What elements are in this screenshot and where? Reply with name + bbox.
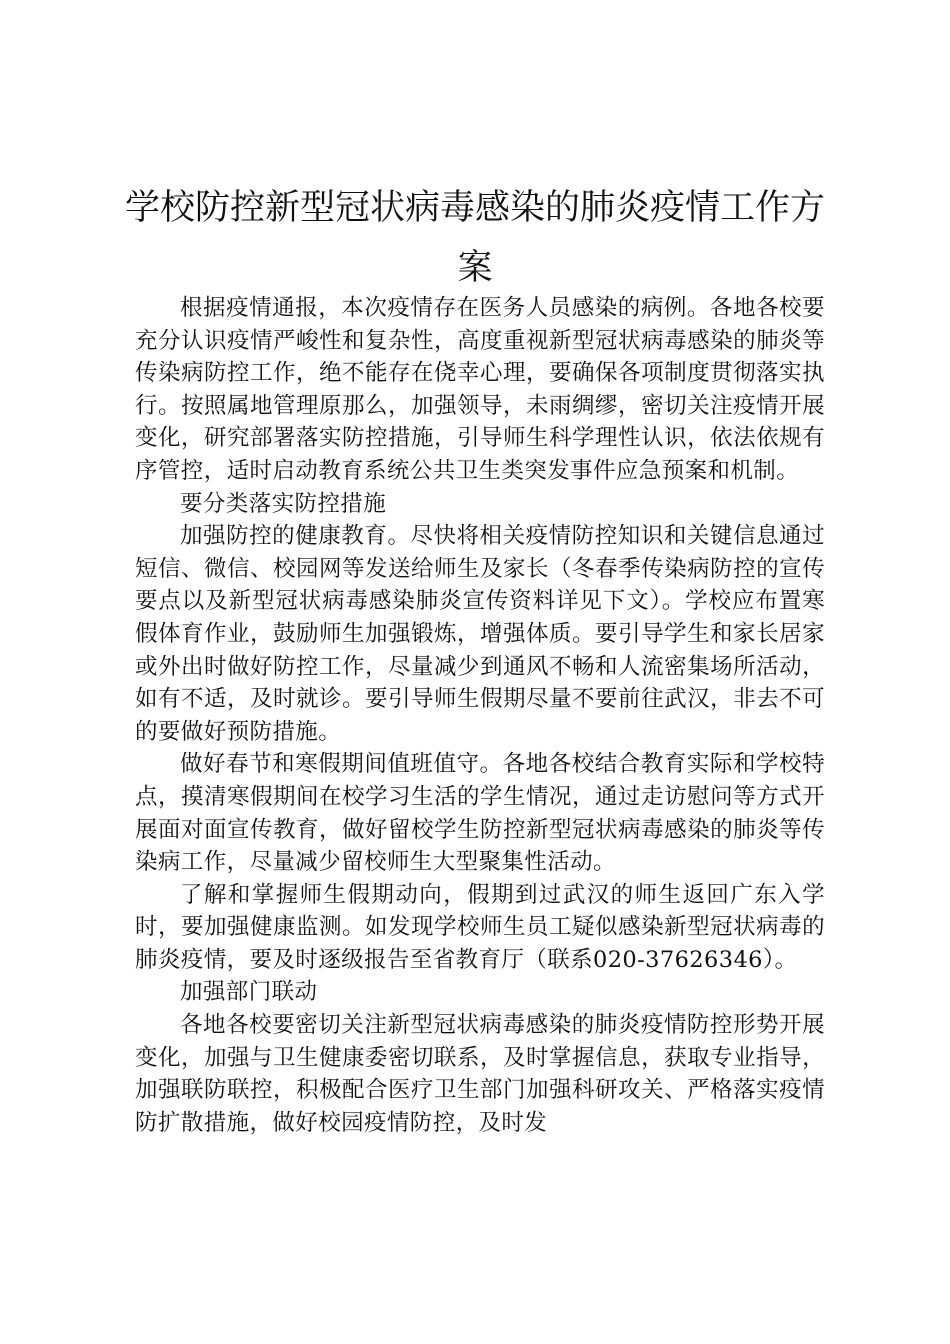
section-heading: 要分类落实防控措施 bbox=[180, 490, 387, 517]
paragraph: 了解和掌握师生假期动向，假期到过武汉的师生返回广东入学时，要加强健康监测。如发现学校师生员工疑似感染新型冠状病毒的肺炎疫情，要及时逐级报告至省教育厅（联系020-37626346）。 bbox=[135, 881, 825, 973]
paragraph: 做好春节和寒假期间值班值守。各地各校结合教育实际和学校特点，摸清寒假期间在校学习生活的学生情况，通过走访慰问等方式开展面对面宣传教育，做好留校学生防控新型冠状病毒感染的肺炎等传染病工作，尽量减少留校师生大型聚集性活动。 bbox=[135, 751, 825, 876]
paragraph: 根据疫情通报，本次疫情存在医务人员感染的病例。各地各校要充分认识疫情严峻性和复杂性，高度重视新型冠状病毒感染的肺炎等传染病防控工作，绝不能存在侥幸心理，要确保各项制度贯彻落实执行。按照属地管理原那么，加强领导，未雨绸缪，密切关注疫情开展变化，研究部署落实防控措施，引导师生科学理性认识，依法依规有序管控，适时启动教育系统公共卫生类突发事件应急预案和机制。 bbox=[135, 295, 825, 484]
paragraph: 各地各校要密切关注新型冠状病毒感染的肺炎疫情防控形势开展变化，加强与卫生健康委密切联系，及时掌握信息，获取专业指导，加强联防联控，积极配合医疗卫生部门加强科研攻关、严格落实疫情防扩散措施，做好校园疫情防控，及时发 bbox=[135, 1012, 825, 1136]
document-body bbox=[135, 292, 825, 1139]
section-heading: 加强部门联动 bbox=[180, 979, 318, 1006]
document-title: 学校防控新型冠状病毒感染的肺炎疫情工作方案 bbox=[124, 188, 825, 288]
paragraph: 加强防控的健康教育。尽快将相关疫情防控知识和关键信息通过短信、微信、校园网等发送给师生及家长（冬春季传染病防控的宣传要点以及新型冠状病毒感染肺炎宣传资料详见下文）。学校应布置寒假体育作业，鼓励师生加强锻炼，增强体质。要引导学生和家长居家或外出时做好防控工作，尽量减少到通风不畅和人流密集场所活动，如有不适，及时就诊。要引导师生假期尽量不要前往武汉，非去不可的要做好预防措施。 bbox=[135, 523, 825, 745]
